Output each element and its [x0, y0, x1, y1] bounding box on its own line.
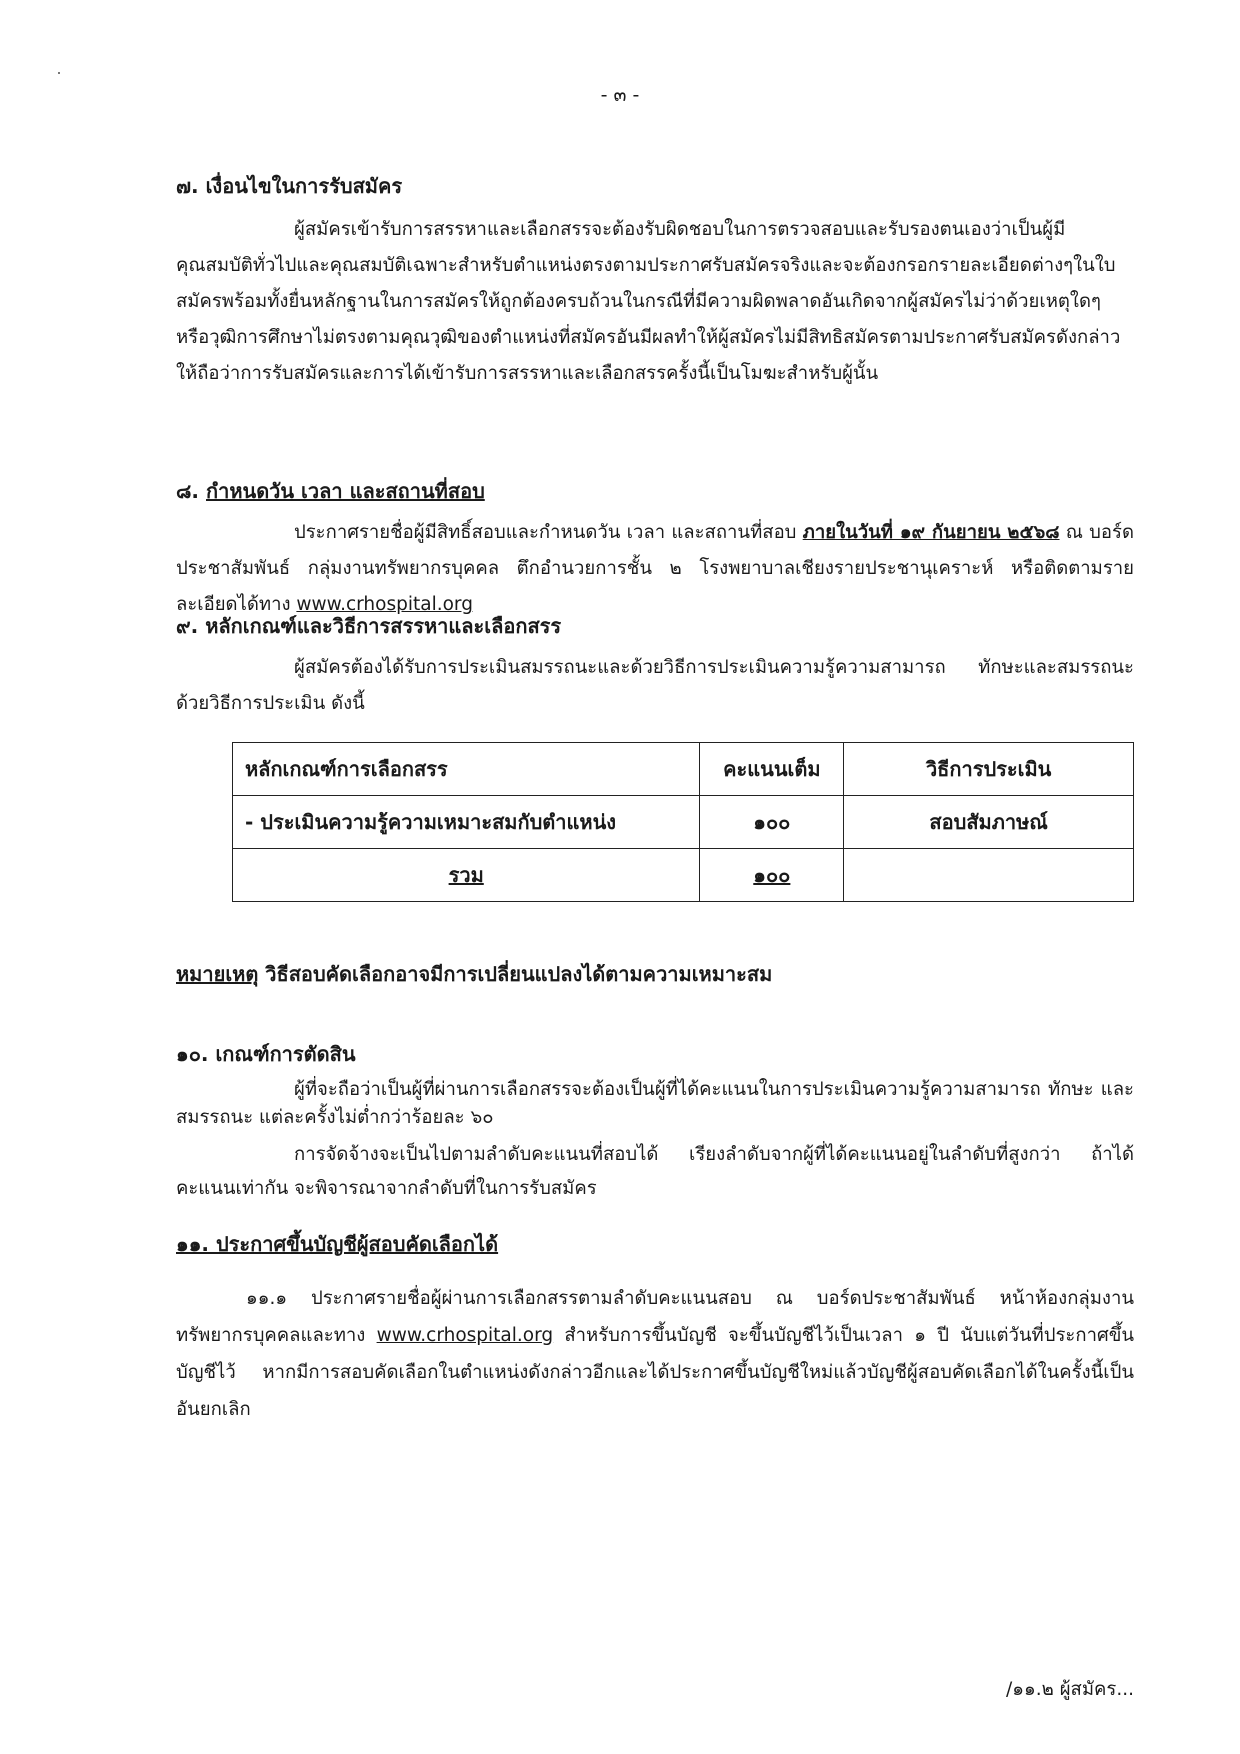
section-7-heading: ๗. เงื่อนไขในการรับสมัคร: [176, 174, 403, 198]
website-link[interactable]: www.crhospital.org: [296, 594, 473, 615]
section-11-text-1: ๑๑.๑ ประกาศรายชื่อผู้ผ่านการเลือกสรรตามลำดับคะแนนสอบ ณ บอร์ดประชาสัมพันธ์ หน้าห้องกลุ่มงานทรัพยากรบุคคลและทาง: [176, 1288, 1134, 1346]
section-11-heading: ๑๑. ประกาศขึ้นบัญชีผู้สอบคัดเลือกได้: [176, 1232, 499, 1256]
scan-speck: [58, 72, 60, 74]
section-9-text: ผู้สมัครต้องได้รับการประเมินสมรรถนะและด้วยวิธีการประเมินความรู้ความสามารถ ทักษะและสมรรถนะด้วยวิธีการประเมิน ดังนี้: [176, 657, 1134, 714]
section-9-body: [176, 650, 1134, 722]
header-full-score: คะแนนเต็ม: [700, 743, 844, 796]
section-7-text: ผู้สมัครเข้ารับการสรรหาและเลือกสรรจะต้องรับผิดชอบในการตรวจสอบและรับรองตนเองว่าเป็นผู้มีคุณสมบัติทั่วไปและคุณสมบัติเฉพาะสำหรับตำแหน่งตรงตามประกาศรับสมัครจริงและจะต้องกรอกรายละเอียดต่างๆในใบสมัครพร้อมทั้งยื่นหลักฐานในการสมัครให้ถูกต้องครบถ้วนในกรณีที่มีความผิดพลาดอันเกิดจากผู้สมัครไม่ว่าด้วยเหตุใดๆหรือวุฒิการศึกษาไม่ตรงตามคุณวุฒิของตำแหน่งที่สมัครอันมีผลทำให้ผู้สมัครไม่มีสิทธิสมัครตามประกาศรับสมัครดังกล่าว ให้ถือว่าการรับสมัครและการได้เข้ารับการสรรหาและเลือกสรรครั้งนี้เป็นโมฆะสำหรับผู้นั้น: [176, 219, 1121, 384]
website-link-2[interactable]: www.crhospital.org: [376, 1325, 554, 1346]
criteria-table: [232, 742, 1134, 902]
section-9-heading: ๙. หลักเกณฑ์และวิธีการสรรหาและเลือกสรร: [176, 614, 562, 638]
section-8-body: [176, 515, 1134, 623]
note-label: หมายเหตุ: [176, 962, 259, 986]
section-7-body: [176, 212, 1134, 392]
section-8-number: ๘.: [176, 479, 206, 503]
section-11-text-2: สำหรับการขึ้นบัญชี จะขึ้นบัญชีไว้เป็นเวลา ๑ ปี นับแต่วันที่ประกาศขึ้นบัญชีไว้ หากมีการสอบคัดเลือกในตำแหน่งดังกล่าวอีกและได้ประกาศขึ้นบัญชีใหม่แล้วบัญชีผู้สอบคัดเลือกได้ในครั้งนี้เป็นอันยกเลิก: [176, 1325, 1134, 1420]
section-10-heading: ๑๐. เกณฑ์การตัดสิน: [176, 1042, 356, 1066]
total-label: รวม: [448, 863, 484, 887]
note-text: วิธีสอบคัดเลือกอาจมีการเปลี่ยนแปลงได้ตามความเหมาะสม: [258, 962, 773, 986]
continuation-footer: /๑๑.๒ ผู้สมัคร...: [1006, 1679, 1134, 1700]
table-total-row: [233, 849, 1134, 902]
section-11-body: [176, 1280, 1134, 1428]
cell-score: ๑๐๐: [700, 796, 844, 849]
section-8-heading: [176, 475, 485, 507]
section-10-text-2: การจัดจ้างจะเป็นไปตามลำดับคะแนนที่สอบได้ เรียงลำดับจากผู้ที่ได้คะแนนอยู่ในลำดับที่สูงกว่า ถ้าได้คะแนนเท่ากัน จะพิจารณาจากลำดับที่ในการรับสมัคร: [176, 1144, 1134, 1199]
total-score-cell: [700, 849, 844, 902]
total-label-cell: [233, 849, 700, 902]
header-criteria: หลักเกณฑ์การเลือกสรร: [233, 743, 700, 796]
section-8-date: ภายในวันที่ ๑๙ กันยายน ๒๕๖๘: [802, 522, 1060, 543]
section-10-text-1: ผู้ที่จะถือว่าเป็นผู้ที่ผ่านการเลือกสรรจะต้องเป็นผู้ที่ได้คะแนนในการประเมินความรู้ความสามารถ ทักษะ และสมรรถนะ แต่ละครั้งไม่ต่ำกว่าร้อยละ ๖๐: [176, 1079, 1134, 1128]
section-10-body-1: [176, 1076, 1134, 1132]
cell-method: สอบสัมภาษณ์: [844, 796, 1134, 849]
section-8-text-2: ณ บอร์ดประชาสัมพันธ์ กลุ่มงานทรัพยากรบุคคล ตึกอำนวยการชั้น ๒ โรงพยาบาลเชียงรายประชานุเคราะห์ หรือติดตามรายละเอียดได้ทาง: [176, 522, 1134, 615]
table-header-row: [233, 743, 1134, 796]
note: [176, 958, 772, 990]
total-score: ๑๐๐: [753, 863, 791, 887]
page-number: - ๓ -: [600, 84, 640, 106]
section-10-body-2: [176, 1138, 1134, 1206]
section-8-text-1: ประกาศรายชื่อผู้มีสิทธิ์สอบและกำหนดวัน เวลา และสถานที่สอบ: [294, 522, 803, 543]
header-method: วิธีการประเมิน: [844, 743, 1134, 796]
cell-criteria: - ประเมินความรู้ความเหมาะสมกับตำแหน่ง: [233, 796, 700, 849]
table-row: [233, 796, 1134, 849]
section-8-title: กำหนดวัน เวลา และสถานที่สอบ: [206, 479, 485, 503]
total-method: [844, 849, 1134, 902]
